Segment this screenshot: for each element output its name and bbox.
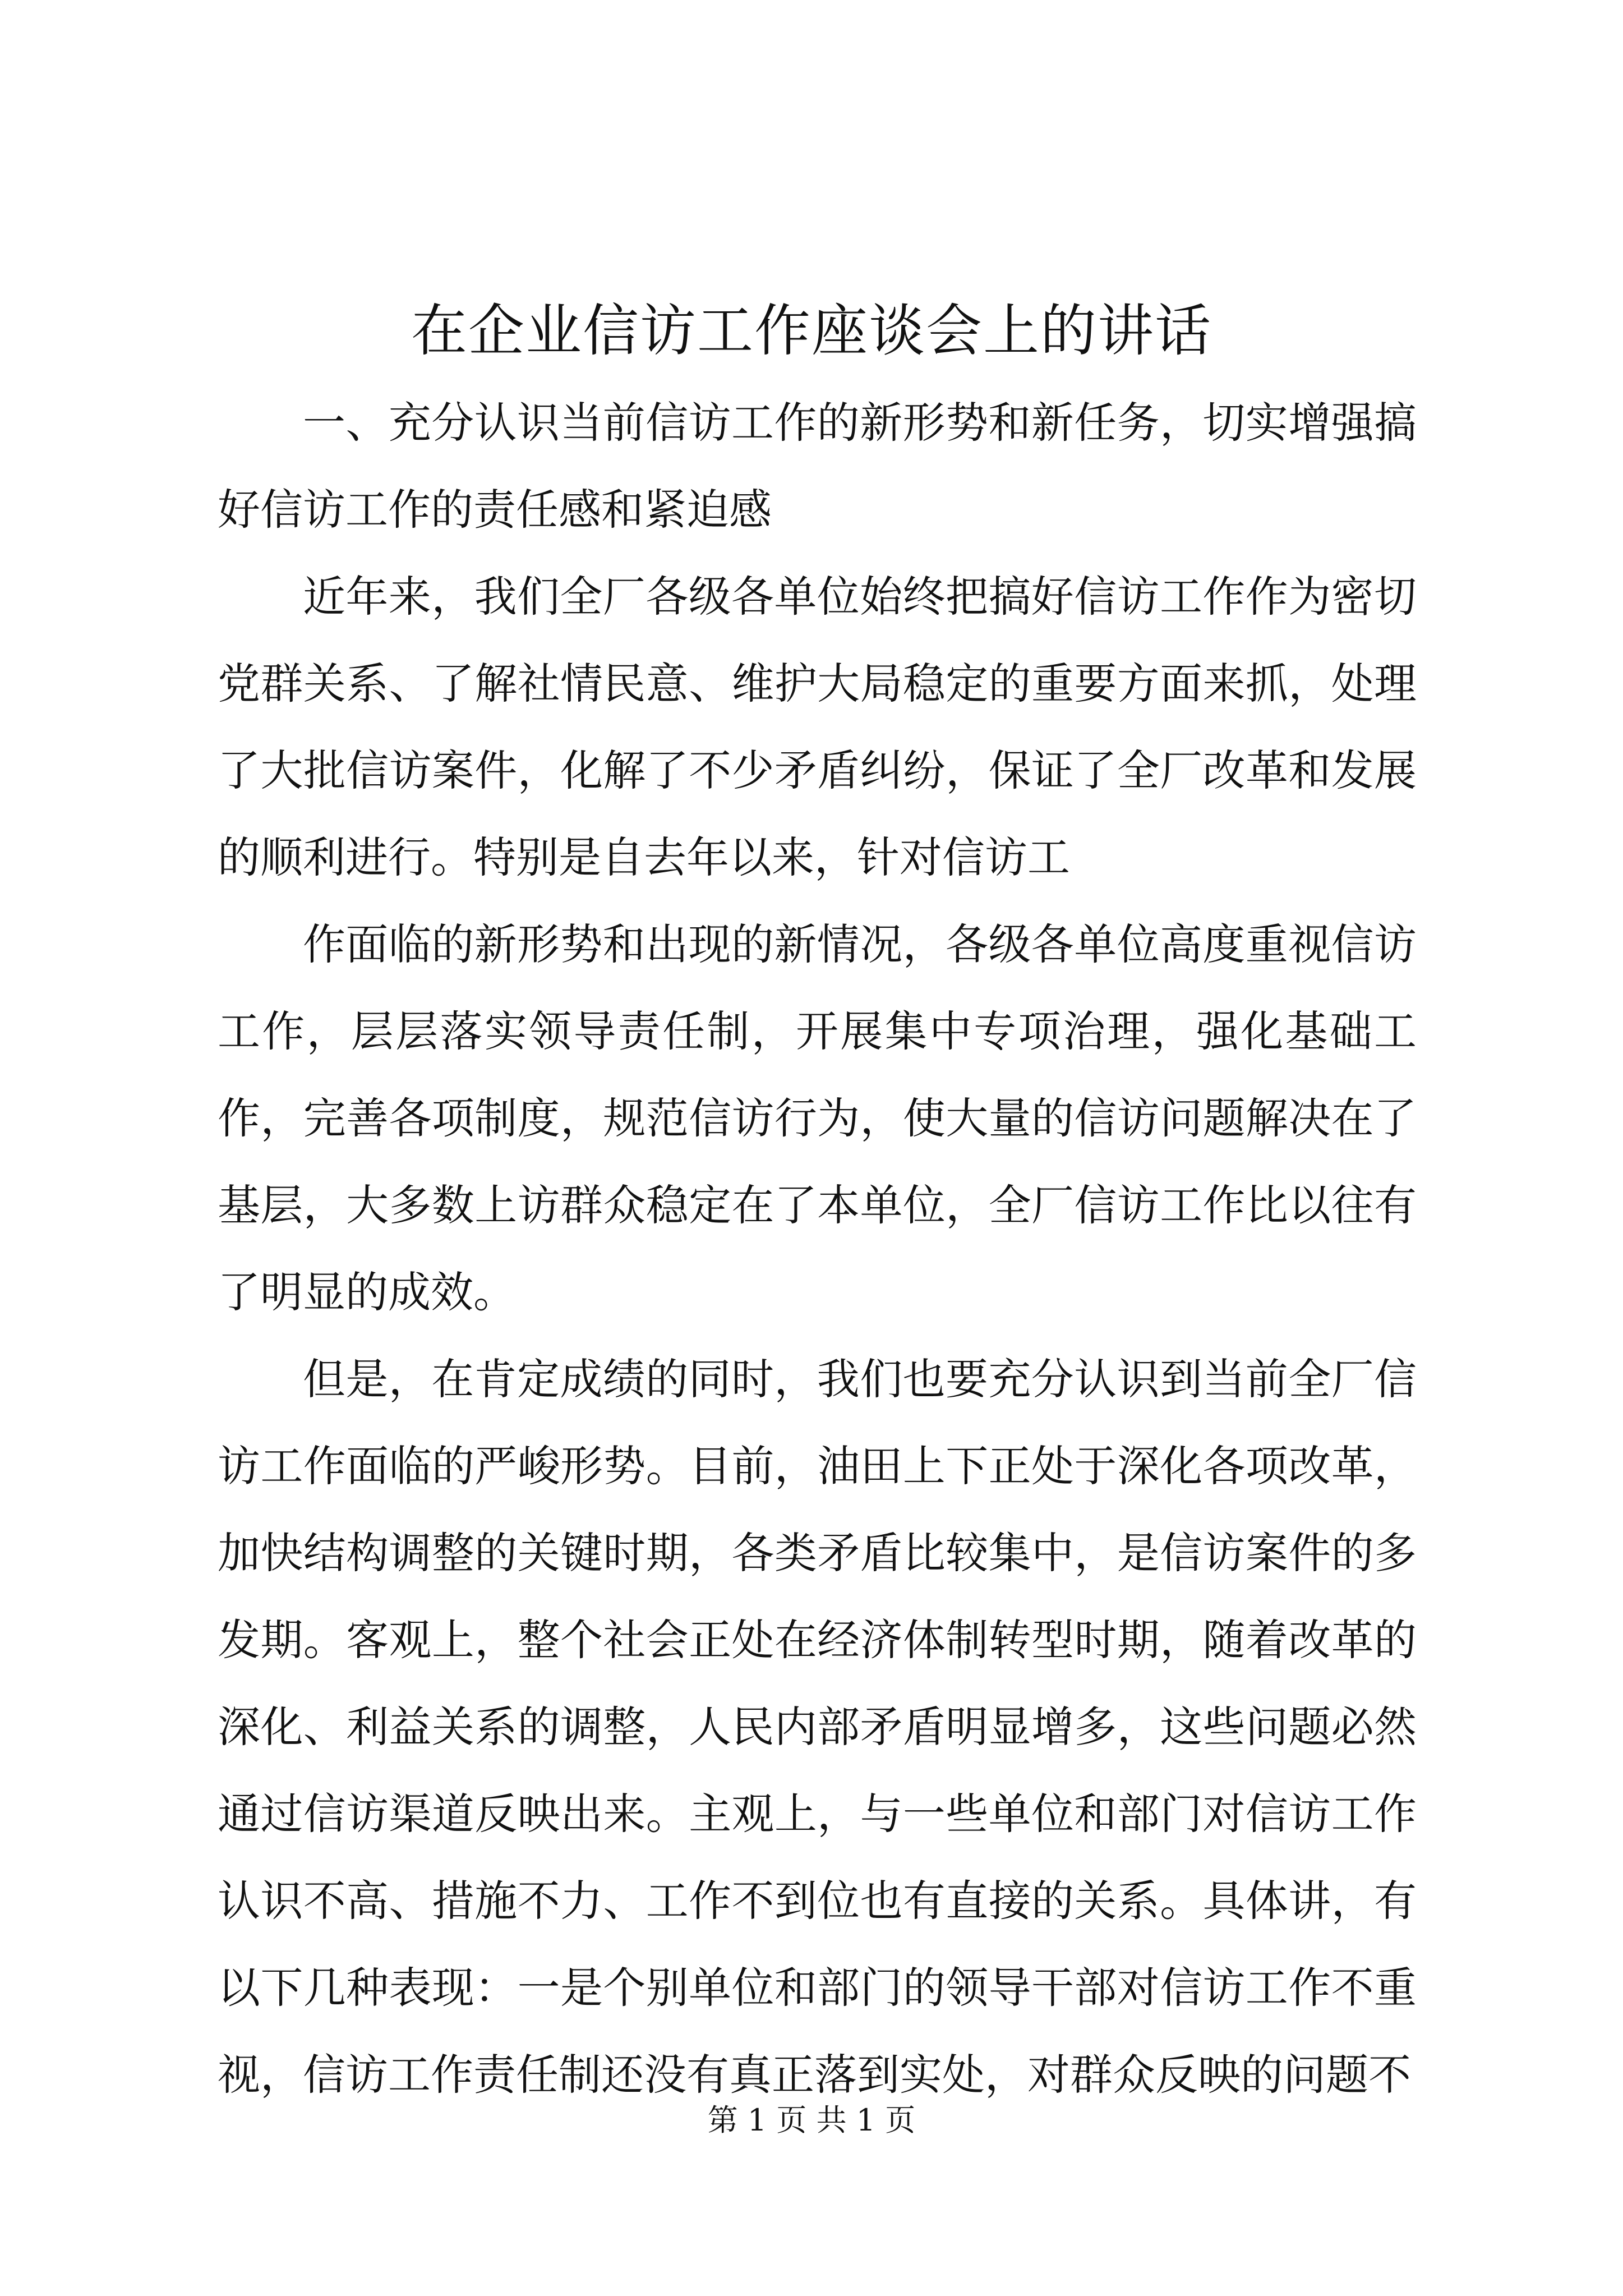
paragraph-however: 但是，在肯定成绩的同时，我们也要充分认识到当前全厂信访工作面临的严峻形势。目前，油田上下正处于深化各项改革，加快结构调整的关键时期，各类矛盾比较集中，是信访案件的多发期。客观上，整个社会正处在经济体制转型时期，随着改革的深化、利益关系的调整，人民内部矛盾明显增多，这些问题必然通过信访渠道反映出来。主观上，与一些单位和部门对信访工作认识不高、措施不力、工作不到位也有直接的关系。具体讲，有以下几种表现：一是个别单位和部门的领导干部对信访工作不重视，信访工作责任制还没有真正落到实处，对群众反映的问题不 [218,1354,1417,2100]
paragraph-heading-one: 一、充分认识当前信访工作的新形势和新任务，切实增强搞好信访工作的责任感和紧迫感 [218,398,1417,535]
document-title: 在企业信访工作座谈会上的讲话 [411,298,1212,364]
document-body [218,379,1417,2118]
paragraph-recent-years: 近年来，我们全厂各级各单位始终把搞好信访工作作为密切党群关系、了解社情民意、维护大局稳定的重要方面来抓，处理了大批信访案件，化解了不少矛盾纠纷，保证了全厂改革和发展的顺利进行。特别是自去年以来，针对信访工 [218,572,1417,882]
paragraph-new-situation: 作面临的新形势和出现的新情况，各级各单位高度重视信访工作，层层落实领导责任制，开展集中专项治理，强化基础工作，完善各项制度，规范信访行为，使大量的信访问题解决在了基层，大多数上访群众稳定在了本单位，全厂信访工作比以往有了明显的成效。 [218,919,1417,1317]
page-footer: 第 1 页 共 1 页 [707,2102,916,2138]
